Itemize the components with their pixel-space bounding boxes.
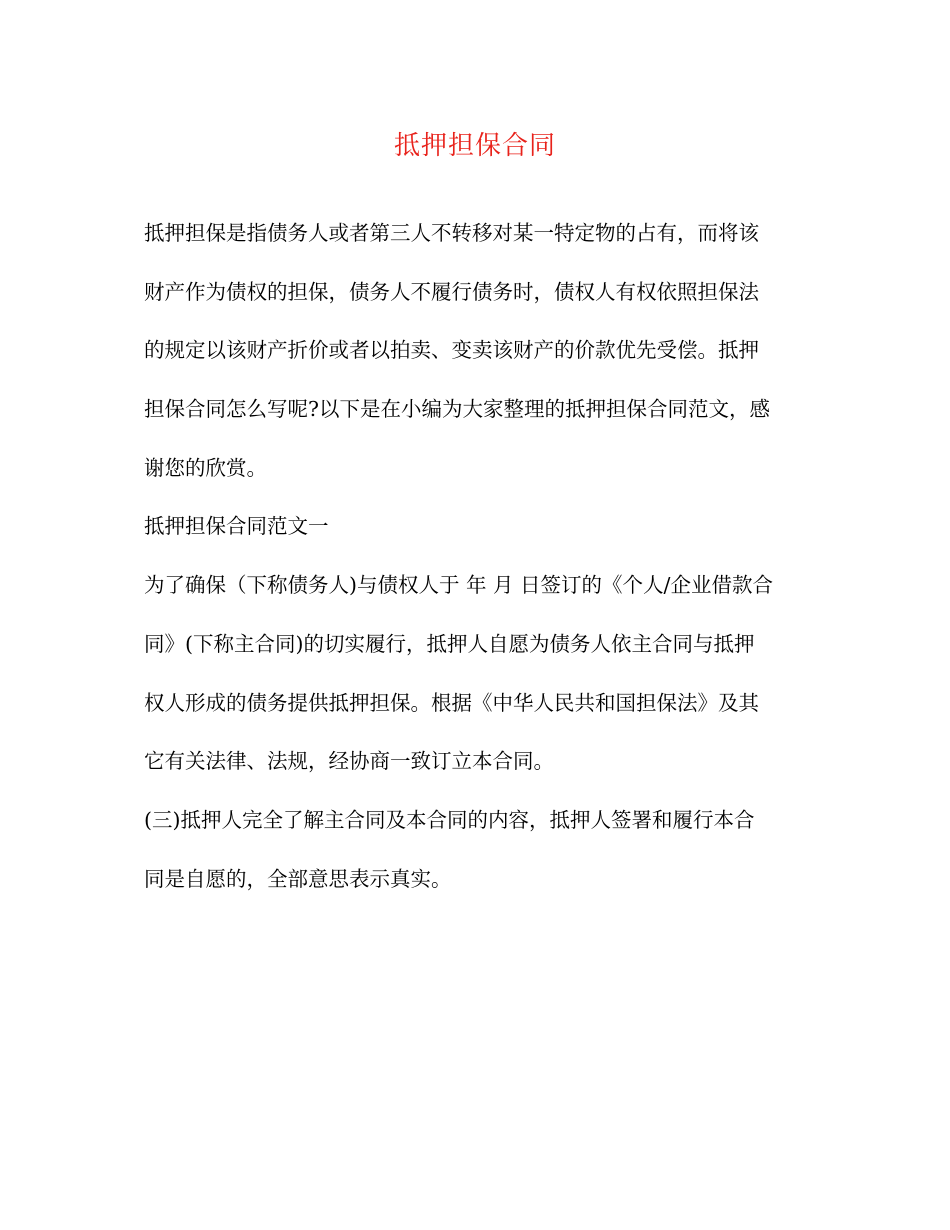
document-title: 抵押担保合同 (393, 131, 556, 161)
document-body (144, 213, 814, 917)
body-line: 谢您的欣赏。 (144, 455, 267, 480)
body-line: 同是自愿的，全部意思表示真实。 (144, 866, 452, 891)
section-heading: 抵押担保合同范文一 (144, 514, 329, 539)
body-line: 它有关法律、法规，经协商一致订立本合同。 (144, 749, 554, 774)
body-line: 的规定以该财产折价或者以拍卖、变卖该财产的价款优先受偿。抵押 (144, 338, 759, 363)
body-line: 权人形成的债务提供抵押担保。根据《中华人民共和国担保法》及其 (144, 690, 759, 715)
body-line: 抵押担保是指债务人或者第三人不转移对某一特定物的占有，而将该 (144, 221, 759, 245)
body-line: 担保合同怎么写呢?以下是在小编为大家整理的抵押担保合同范文，感 (144, 397, 770, 422)
body-line: 财产作为债权的担保，债务人不履行债务时，债权人有权依照担保法 (144, 279, 759, 304)
body-line: 同》(下称主合同)的切实履行，抵押人自愿为债务人依主合同与抵押 (144, 631, 755, 656)
body-line: (三)抵押人完全了解主合同及本合同的内容，抵押人签署和履行本合 (144, 807, 755, 832)
body-line: 为了确保（下称债务人)与债权人于 年 月 日签订的《个人/企业借款合 (144, 573, 773, 598)
